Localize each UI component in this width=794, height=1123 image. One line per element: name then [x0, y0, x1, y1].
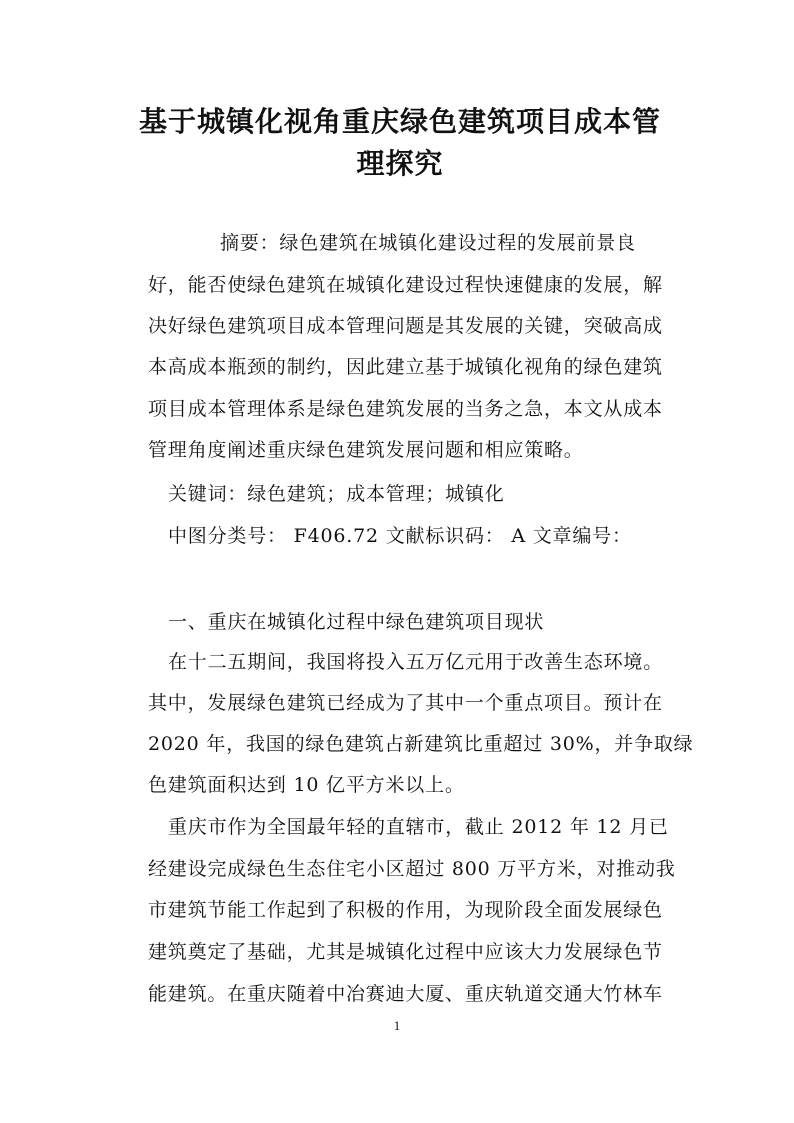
section-heading: 一、重庆在城镇化过程中绿色建筑项目现状	[168, 611, 545, 633]
abstract-line: 本高成本瓶颈的制约，因此建立基于城镇化视角的绿色建筑	[148, 356, 663, 378]
page-number: 1	[393, 1018, 401, 1033]
paragraph-line: 能建筑。在重庆随着中冶赛迪大厦、重庆轨道交通大竹林车	[148, 983, 663, 1005]
paragraph-line: 色建筑面积达到 10 亿平方米以上。	[148, 774, 465, 796]
abstract-line: 决好绿色建筑项目成本管理问题是其发展的关键，突破高成	[148, 315, 663, 337]
classification-line: 中图分类号： F406.72 文献标识码： A 文章编号：	[168, 525, 632, 547]
paragraph-line: 市建筑节能工作起到了积极的作用，为现阶段全面发展绿色	[148, 899, 663, 921]
paragraph-line: 2020 年，我国的绿色建筑占新建筑比重超过 30%，并争取绿	[148, 733, 694, 755]
paragraph-line: 经建设完成绿色生态住宅小区超过 800 万平方米，对推动我	[148, 858, 676, 880]
paragraph-line: 建筑奠定了基础，尤其是城镇化过程中应该大力发展绿色节	[148, 941, 663, 963]
paragraph-line: 其中，发展绿色建筑已经成为了其中一个重点项目。预计在	[148, 692, 663, 714]
abstract-line: 好，能否使绿色建筑在城镇化建设过程快速健康的发展，解	[148, 274, 663, 296]
abstract-line: 管理角度阐述重庆绿色建筑发展问题和相应策略。	[148, 439, 584, 461]
abstract-line: 摘要：绿色建筑在城镇化建设过程的发展前景良	[220, 232, 636, 254]
paragraph-line: 在十二五期间，我国将投入五万亿元用于改善生态环境。	[168, 651, 664, 673]
paragraph-line: 重庆市作为全国最年轻的直辖市，截止 2012 年 12 月已	[168, 816, 669, 838]
keywords-line: 关键词：绿色建筑；成本管理；城镇化	[168, 483, 505, 505]
document-title-line-2: 理探究	[356, 147, 444, 180]
abstract-line: 项目成本管理体系是绿色建筑发展的当务之急，本文从成本	[148, 398, 663, 420]
document-title-line-1: 基于城镇化视角重庆绿色建筑项目成本管	[138, 105, 661, 138]
